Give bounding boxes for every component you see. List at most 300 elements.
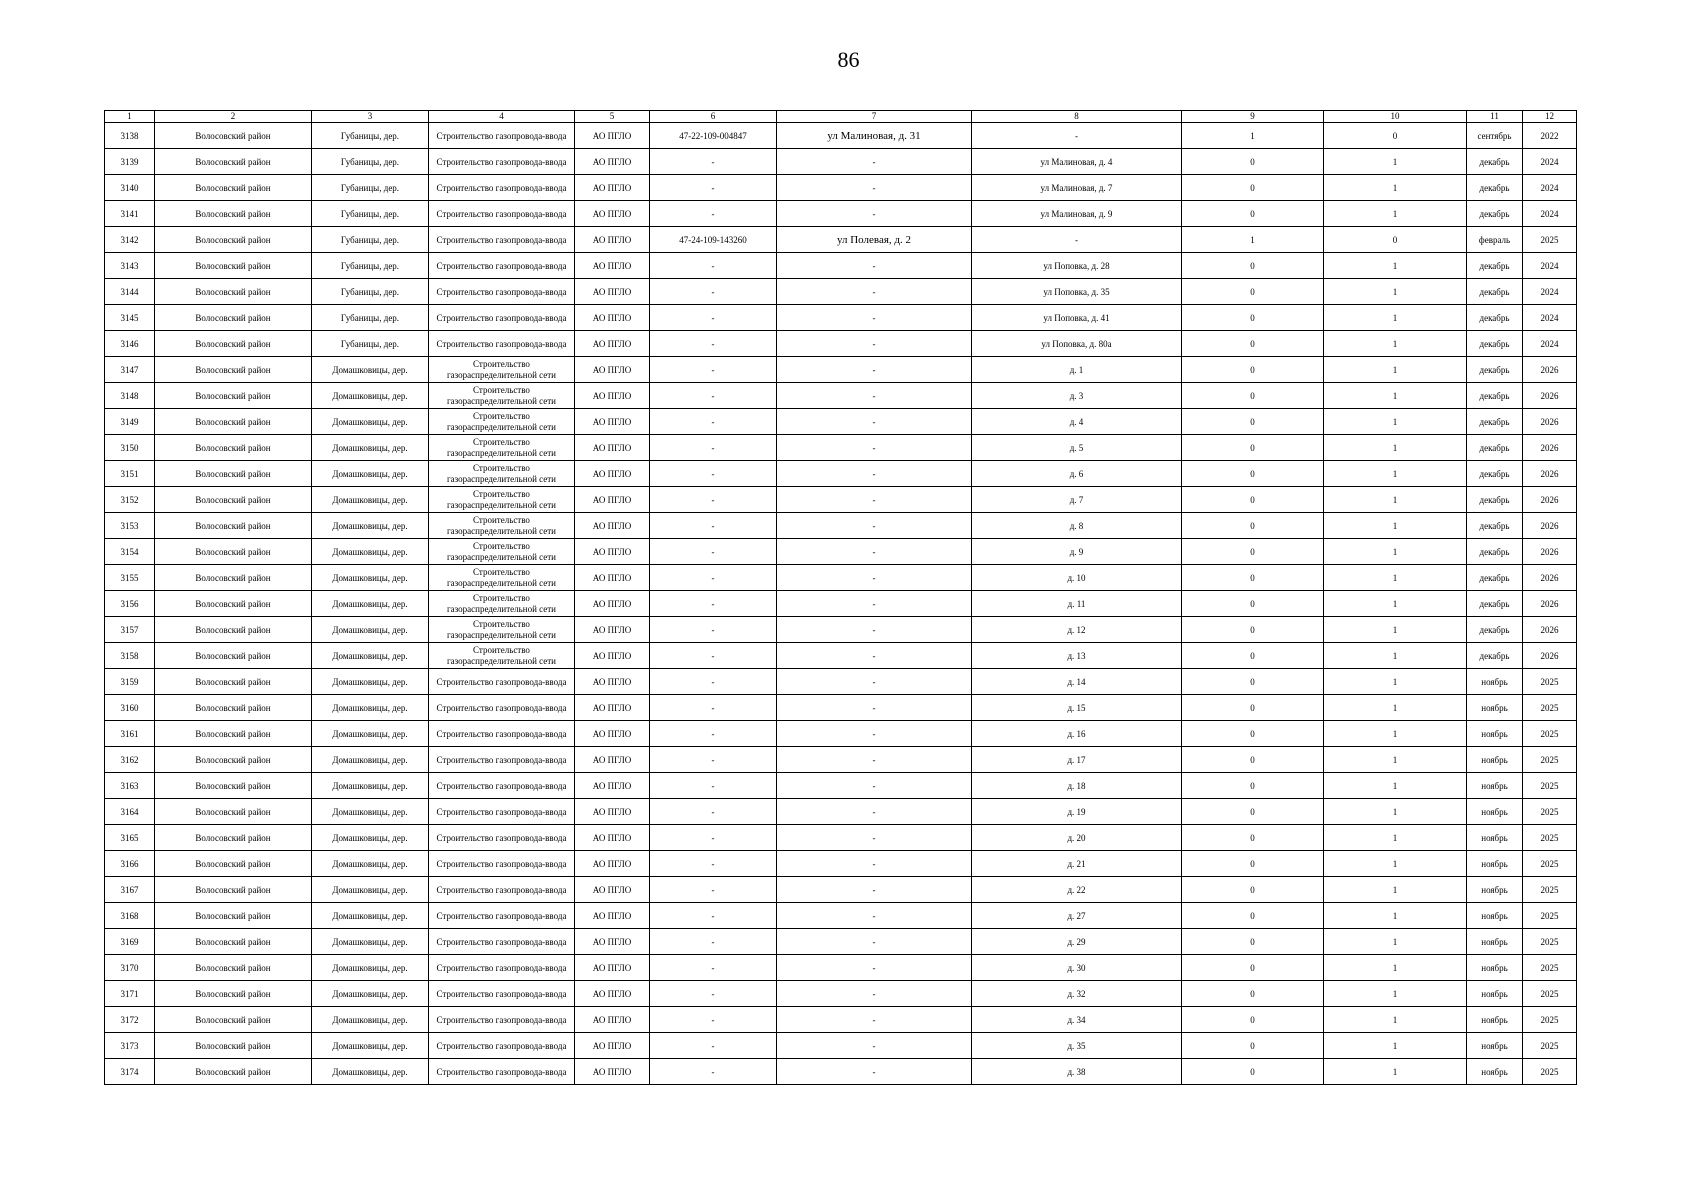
cell-count-b: 1 bbox=[1324, 513, 1467, 539]
cell-cadastral-number: - bbox=[650, 357, 777, 383]
cell-operator: АО ПГЛО bbox=[575, 513, 650, 539]
cell-work-type: Строительство газопровода-ввода bbox=[429, 799, 575, 825]
cell-year: 2026 bbox=[1523, 591, 1577, 617]
cell-work-type: Строительство газопровода-ввода bbox=[429, 825, 575, 851]
cell-object-address: - bbox=[777, 1059, 972, 1085]
cell-row-number: 3147 bbox=[105, 357, 155, 383]
cell-row-number: 3172 bbox=[105, 1007, 155, 1033]
cell-work-type: Строительство газораспределительной сети bbox=[429, 539, 575, 565]
cell-count-a: 0 bbox=[1182, 1059, 1324, 1085]
cell-work-type: Строительство газораспределительной сети bbox=[429, 383, 575, 409]
cell-year: 2025 bbox=[1523, 1033, 1577, 1059]
cell-month: ноябрь bbox=[1467, 851, 1523, 877]
cell-address: д. 27 bbox=[972, 903, 1182, 929]
cell-month: ноябрь bbox=[1467, 981, 1523, 1007]
column-number-2: 2 bbox=[155, 111, 312, 123]
cell-count-b: 1 bbox=[1324, 435, 1467, 461]
cell-month: декабрь bbox=[1467, 409, 1523, 435]
table-row bbox=[105, 669, 1577, 695]
cell-count-b: 1 bbox=[1324, 799, 1467, 825]
cell-year: 2025 bbox=[1523, 227, 1577, 253]
cell-address: д. 17 bbox=[972, 747, 1182, 773]
cell-work-type: Строительство газопровода-ввода bbox=[429, 175, 575, 201]
cell-row-number: 3153 bbox=[105, 513, 155, 539]
cell-operator: АО ПГЛО bbox=[575, 877, 650, 903]
cell-count-b: 1 bbox=[1324, 409, 1467, 435]
cell-month: декабрь bbox=[1467, 331, 1523, 357]
cell-work-type: Строительство газопровода-ввода bbox=[429, 201, 575, 227]
cell-month: ноябрь bbox=[1467, 903, 1523, 929]
cell-settlement: Домашковицы, дер. bbox=[312, 851, 429, 877]
table-row bbox=[105, 799, 1577, 825]
cell-cadastral-number: - bbox=[650, 747, 777, 773]
column-number-7: 7 bbox=[777, 111, 972, 123]
cell-count-a: 0 bbox=[1182, 565, 1324, 591]
column-number-11: 11 bbox=[1467, 111, 1523, 123]
cell-cadastral-number: - bbox=[650, 825, 777, 851]
cell-object-address: - bbox=[777, 539, 972, 565]
cell-work-type: Строительство газопровода-ввода bbox=[429, 851, 575, 877]
cell-settlement: Домашковицы, дер. bbox=[312, 981, 429, 1007]
cell-settlement: Губаницы, дер. bbox=[312, 331, 429, 357]
cell-row-number: 3163 bbox=[105, 773, 155, 799]
cell-count-a: 0 bbox=[1182, 279, 1324, 305]
table-row bbox=[105, 591, 1577, 617]
table-row bbox=[105, 929, 1577, 955]
cell-address: д. 11 bbox=[972, 591, 1182, 617]
cell-month: декабрь bbox=[1467, 539, 1523, 565]
cell-work-type: Строительство газораспределительной сети bbox=[429, 409, 575, 435]
cell-address: д. 21 bbox=[972, 851, 1182, 877]
cell-address: ул Малиновая, д. 9 bbox=[972, 201, 1182, 227]
cell-work-type: Строительство газопровода-ввода bbox=[429, 929, 575, 955]
cell-operator: АО ПГЛО bbox=[575, 331, 650, 357]
cell-district: Волосовский район bbox=[155, 227, 312, 253]
cell-cadastral-number: - bbox=[650, 721, 777, 747]
cell-count-b: 1 bbox=[1324, 357, 1467, 383]
cell-count-b: 1 bbox=[1324, 747, 1467, 773]
cell-address: д. 15 bbox=[972, 695, 1182, 721]
cell-object-address: - bbox=[777, 331, 972, 357]
cell-object-address: - bbox=[777, 825, 972, 851]
cell-count-b: 1 bbox=[1324, 877, 1467, 903]
cell-address: д. 29 bbox=[972, 929, 1182, 955]
cell-month: декабрь bbox=[1467, 565, 1523, 591]
cell-count-a: 0 bbox=[1182, 435, 1324, 461]
table-row bbox=[105, 227, 1577, 253]
cell-settlement: Домашковицы, дер. bbox=[312, 565, 429, 591]
cell-cadastral-number: - bbox=[650, 799, 777, 825]
cell-cadastral-number: - bbox=[650, 773, 777, 799]
cell-operator: АО ПГЛО bbox=[575, 461, 650, 487]
cell-year: 2025 bbox=[1523, 877, 1577, 903]
cell-work-type: Строительство газопровода-ввода bbox=[429, 227, 575, 253]
cell-count-b: 1 bbox=[1324, 1033, 1467, 1059]
cell-address: д. 10 bbox=[972, 565, 1182, 591]
cell-count-a: 0 bbox=[1182, 929, 1324, 955]
cell-month: декабрь bbox=[1467, 357, 1523, 383]
cell-month: декабрь bbox=[1467, 591, 1523, 617]
cell-work-type: Строительство газопровода-ввода bbox=[429, 149, 575, 175]
cell-object-address: - bbox=[777, 799, 972, 825]
cell-settlement: Губаницы, дер. bbox=[312, 201, 429, 227]
cell-count-a: 0 bbox=[1182, 903, 1324, 929]
cell-work-type: Строительство газопровода-ввода bbox=[429, 123, 575, 149]
cell-object-address: - bbox=[777, 773, 972, 799]
cell-settlement: Домашковицы, дер. bbox=[312, 799, 429, 825]
cell-object-address: - bbox=[777, 435, 972, 461]
cell-settlement: Домашковицы, дер. bbox=[312, 877, 429, 903]
cell-district: Волосовский район bbox=[155, 773, 312, 799]
cell-count-a: 0 bbox=[1182, 799, 1324, 825]
cell-cadastral-number: - bbox=[650, 1007, 777, 1033]
cell-row-number: 3138 bbox=[105, 123, 155, 149]
cell-year: 2026 bbox=[1523, 409, 1577, 435]
cell-address: д. 38 bbox=[972, 1059, 1182, 1085]
cell-count-a: 0 bbox=[1182, 643, 1324, 669]
cell-settlement: Домашковицы, дер. bbox=[312, 1007, 429, 1033]
cell-address: д. 5 bbox=[972, 435, 1182, 461]
cell-operator: АО ПГЛО bbox=[575, 1059, 650, 1085]
cell-work-type: Строительство газопровода-ввода bbox=[429, 773, 575, 799]
cell-cadastral-number: - bbox=[650, 981, 777, 1007]
table-row bbox=[105, 617, 1577, 643]
cell-year: 2025 bbox=[1523, 1007, 1577, 1033]
cell-count-b: 1 bbox=[1324, 955, 1467, 981]
cell-district: Волосовский район bbox=[155, 435, 312, 461]
cell-year: 2024 bbox=[1523, 331, 1577, 357]
cell-operator: АО ПГЛО bbox=[575, 487, 650, 513]
table-row bbox=[105, 1059, 1577, 1085]
column-number-12: 12 bbox=[1523, 111, 1577, 123]
column-number-9: 9 bbox=[1182, 111, 1324, 123]
cell-settlement: Губаницы, дер. bbox=[312, 253, 429, 279]
cell-count-a: 1 bbox=[1182, 227, 1324, 253]
cell-district: Волосовский район bbox=[155, 1007, 312, 1033]
table-row bbox=[105, 123, 1577, 149]
cell-cadastral-number: - bbox=[650, 513, 777, 539]
cell-operator: АО ПГЛО bbox=[575, 747, 650, 773]
table-row bbox=[105, 773, 1577, 799]
cell-month: ноябрь bbox=[1467, 1007, 1523, 1033]
cell-year: 2024 bbox=[1523, 279, 1577, 305]
cell-settlement: Домашковицы, дер. bbox=[312, 487, 429, 513]
cell-settlement: Губаницы, дер. bbox=[312, 279, 429, 305]
cell-work-type: Строительство газопровода-ввода bbox=[429, 279, 575, 305]
cell-cadastral-number: - bbox=[650, 1033, 777, 1059]
cell-year: 2025 bbox=[1523, 981, 1577, 1007]
cell-settlement: Домашковицы, дер. bbox=[312, 357, 429, 383]
table-row bbox=[105, 903, 1577, 929]
cell-district: Волосовский район bbox=[155, 539, 312, 565]
cell-object-address: - bbox=[777, 253, 972, 279]
cell-count-b: 1 bbox=[1324, 175, 1467, 201]
table-row bbox=[105, 149, 1577, 175]
table-row bbox=[105, 331, 1577, 357]
cell-settlement: Губаницы, дер. bbox=[312, 149, 429, 175]
cell-settlement: Губаницы, дер. bbox=[312, 123, 429, 149]
cell-cadastral-number: - bbox=[650, 955, 777, 981]
cell-cadastral-number: - bbox=[650, 409, 777, 435]
cell-object-address: - bbox=[777, 383, 972, 409]
cell-year: 2025 bbox=[1523, 929, 1577, 955]
cell-cadastral-number: - bbox=[650, 565, 777, 591]
cell-year: 2022 bbox=[1523, 123, 1577, 149]
cell-district: Волосовский район bbox=[155, 643, 312, 669]
cell-month: ноябрь bbox=[1467, 877, 1523, 903]
cell-district: Волосовский район bbox=[155, 279, 312, 305]
cell-count-a: 0 bbox=[1182, 851, 1324, 877]
cell-district: Волосовский район bbox=[155, 123, 312, 149]
cell-row-number: 3151 bbox=[105, 461, 155, 487]
cell-month: ноябрь bbox=[1467, 1059, 1523, 1085]
cell-year: 2025 bbox=[1523, 1059, 1577, 1085]
cell-row-number: 3140 bbox=[105, 175, 155, 201]
cell-row-number: 3160 bbox=[105, 695, 155, 721]
table-row bbox=[105, 981, 1577, 1007]
cell-count-a: 0 bbox=[1182, 955, 1324, 981]
cell-operator: АО ПГЛО bbox=[575, 669, 650, 695]
cell-work-type: Строительство газопровода-ввода bbox=[429, 981, 575, 1007]
cell-month: ноябрь bbox=[1467, 669, 1523, 695]
cell-district: Волосовский район bbox=[155, 487, 312, 513]
cell-year: 2026 bbox=[1523, 643, 1577, 669]
cell-cadastral-number: - bbox=[650, 695, 777, 721]
cell-district: Волосовский район bbox=[155, 1059, 312, 1085]
table-row bbox=[105, 565, 1577, 591]
cell-year: 2024 bbox=[1523, 253, 1577, 279]
cell-count-b: 1 bbox=[1324, 279, 1467, 305]
cell-cadastral-number: - bbox=[650, 669, 777, 695]
cell-year: 2024 bbox=[1523, 175, 1577, 201]
cell-work-type: Строительство газопровода-ввода bbox=[429, 305, 575, 331]
cell-settlement: Домашковицы, дер. bbox=[312, 591, 429, 617]
cell-operator: АО ПГЛО bbox=[575, 227, 650, 253]
cell-year: 2025 bbox=[1523, 773, 1577, 799]
cell-work-type: Строительство газопровода-ввода bbox=[429, 1033, 575, 1059]
table-row bbox=[105, 409, 1577, 435]
cell-row-number: 3159 bbox=[105, 669, 155, 695]
cell-object-address: - bbox=[777, 461, 972, 487]
table-row bbox=[105, 877, 1577, 903]
cell-address: д. 8 bbox=[972, 513, 1182, 539]
cell-district: Волосовский район bbox=[155, 851, 312, 877]
cell-month: декабрь bbox=[1467, 201, 1523, 227]
cell-count-a: 0 bbox=[1182, 149, 1324, 175]
cell-operator: АО ПГЛО bbox=[575, 357, 650, 383]
cell-address: д. 4 bbox=[972, 409, 1182, 435]
cell-row-number: 3174 bbox=[105, 1059, 155, 1085]
cell-settlement: Домашковицы, дер. bbox=[312, 383, 429, 409]
cell-cadastral-number: - bbox=[650, 201, 777, 227]
cell-month: декабрь bbox=[1467, 513, 1523, 539]
cell-year: 2026 bbox=[1523, 617, 1577, 643]
table-row bbox=[105, 435, 1577, 461]
cell-month: ноябрь bbox=[1467, 747, 1523, 773]
cell-cadastral-number: - bbox=[650, 591, 777, 617]
column-number-4: 4 bbox=[429, 111, 575, 123]
cell-row-number: 3162 bbox=[105, 747, 155, 773]
cell-count-a: 0 bbox=[1182, 695, 1324, 721]
cell-year: 2024 bbox=[1523, 305, 1577, 331]
cell-year: 2026 bbox=[1523, 487, 1577, 513]
cell-month: ноябрь bbox=[1467, 825, 1523, 851]
cell-row-number: 3169 bbox=[105, 929, 155, 955]
cell-count-a: 0 bbox=[1182, 409, 1324, 435]
cell-object-address: - bbox=[777, 669, 972, 695]
column-number-10: 10 bbox=[1324, 111, 1467, 123]
cell-cadastral-number: - bbox=[650, 149, 777, 175]
cell-work-type: Строительство газораспределительной сети bbox=[429, 643, 575, 669]
cell-row-number: 3161 bbox=[105, 721, 155, 747]
cell-row-number: 3166 bbox=[105, 851, 155, 877]
cell-row-number: 3149 bbox=[105, 409, 155, 435]
cell-settlement: Домашковицы, дер. bbox=[312, 617, 429, 643]
cell-object-address: - bbox=[777, 487, 972, 513]
cell-operator: АО ПГЛО bbox=[575, 409, 650, 435]
cell-operator: АО ПГЛО bbox=[575, 175, 650, 201]
cell-year: 2026 bbox=[1523, 461, 1577, 487]
cell-year: 2024 bbox=[1523, 149, 1577, 175]
cell-operator: АО ПГЛО bbox=[575, 591, 650, 617]
cell-row-number: 3156 bbox=[105, 591, 155, 617]
cell-month: ноябрь bbox=[1467, 799, 1523, 825]
page-number: 86 bbox=[837, 47, 860, 72]
cell-object-address: - bbox=[777, 175, 972, 201]
cell-cadastral-number: - bbox=[650, 903, 777, 929]
cell-district: Волосовский район bbox=[155, 747, 312, 773]
table-row bbox=[105, 487, 1577, 513]
cell-address: д. 19 bbox=[972, 799, 1182, 825]
cell-object-address: - bbox=[777, 695, 972, 721]
table-row bbox=[105, 539, 1577, 565]
cell-work-type: Строительство газопровода-ввода bbox=[429, 955, 575, 981]
cell-year: 2026 bbox=[1523, 513, 1577, 539]
cell-district: Волосовский район bbox=[155, 513, 312, 539]
cell-address: д. 7 bbox=[972, 487, 1182, 513]
cell-month: ноябрь bbox=[1467, 721, 1523, 747]
cell-object-address: - bbox=[777, 513, 972, 539]
cell-district: Волосовский район bbox=[155, 409, 312, 435]
cell-count-b: 1 bbox=[1324, 253, 1467, 279]
cell-cadastral-number: 47-24-109-143260 bbox=[650, 227, 777, 253]
cell-count-a: 0 bbox=[1182, 513, 1324, 539]
cell-count-b: 1 bbox=[1324, 825, 1467, 851]
cell-address: д. 32 bbox=[972, 981, 1182, 1007]
table-row bbox=[105, 513, 1577, 539]
cell-year: 2026 bbox=[1523, 357, 1577, 383]
cell-district: Волосовский район bbox=[155, 721, 312, 747]
cell-year: 2025 bbox=[1523, 825, 1577, 851]
cell-cadastral-number: - bbox=[650, 851, 777, 877]
cell-settlement: Домашковицы, дер. bbox=[312, 1059, 429, 1085]
table-row bbox=[105, 747, 1577, 773]
cell-settlement: Домашковицы, дер. bbox=[312, 539, 429, 565]
cell-operator: АО ПГЛО bbox=[575, 539, 650, 565]
table-row bbox=[105, 825, 1577, 851]
cell-district: Волосовский район bbox=[155, 1033, 312, 1059]
cell-count-a: 0 bbox=[1182, 253, 1324, 279]
table-row bbox=[105, 357, 1577, 383]
cell-work-type: Строительство газопровода-ввода bbox=[429, 903, 575, 929]
cell-month: декабрь bbox=[1467, 643, 1523, 669]
cell-cadastral-number: - bbox=[650, 1059, 777, 1085]
cell-count-b: 1 bbox=[1324, 539, 1467, 565]
cell-count-a: 0 bbox=[1182, 539, 1324, 565]
cell-object-address: - bbox=[777, 981, 972, 1007]
cell-work-type: Строительство газопровода-ввода bbox=[429, 1059, 575, 1085]
cell-work-type: Строительство газопровода-ввода bbox=[429, 331, 575, 357]
cell-district: Волосовский район bbox=[155, 331, 312, 357]
table-row bbox=[105, 279, 1577, 305]
cell-year: 2025 bbox=[1523, 851, 1577, 877]
cell-year: 2025 bbox=[1523, 695, 1577, 721]
cell-month: ноябрь bbox=[1467, 1033, 1523, 1059]
cell-year: 2026 bbox=[1523, 565, 1577, 591]
cell-count-b: 1 bbox=[1324, 149, 1467, 175]
cell-operator: АО ПГЛО bbox=[575, 799, 650, 825]
cell-month: декабрь bbox=[1467, 253, 1523, 279]
cell-count-b: 1 bbox=[1324, 487, 1467, 513]
cell-work-type: Строительство газопровода-ввода bbox=[429, 1007, 575, 1033]
cell-work-type: Строительство газопровода-ввода bbox=[429, 253, 575, 279]
cell-row-number: 3155 bbox=[105, 565, 155, 591]
cell-month: сентябрь bbox=[1467, 123, 1523, 149]
cell-count-b: 1 bbox=[1324, 331, 1467, 357]
cell-count-a: 0 bbox=[1182, 721, 1324, 747]
cell-district: Волосовский район bbox=[155, 461, 312, 487]
cell-year: 2025 bbox=[1523, 747, 1577, 773]
cell-work-type: Строительство газораспределительной сети bbox=[429, 591, 575, 617]
cell-cadastral-number: - bbox=[650, 435, 777, 461]
cell-count-a: 0 bbox=[1182, 825, 1324, 851]
cell-district: Волосовский район bbox=[155, 591, 312, 617]
cell-operator: АО ПГЛО bbox=[575, 279, 650, 305]
cell-month: декабрь bbox=[1467, 175, 1523, 201]
cell-count-a: 0 bbox=[1182, 201, 1324, 227]
cell-object-address: - bbox=[777, 591, 972, 617]
cell-address: д. 18 bbox=[972, 773, 1182, 799]
cell-settlement: Губаницы, дер. bbox=[312, 305, 429, 331]
cell-count-a: 0 bbox=[1182, 357, 1324, 383]
cell-object-address: - bbox=[777, 149, 972, 175]
cell-district: Волосовский район bbox=[155, 383, 312, 409]
cell-address: д. 20 bbox=[972, 825, 1182, 851]
cell-count-a: 0 bbox=[1182, 877, 1324, 903]
cell-address: д. 35 bbox=[972, 1033, 1182, 1059]
cell-count-a: 0 bbox=[1182, 305, 1324, 331]
cell-count-b: 0 bbox=[1324, 227, 1467, 253]
cell-address: д. 9 bbox=[972, 539, 1182, 565]
cell-object-address: - bbox=[777, 1033, 972, 1059]
cell-count-b: 1 bbox=[1324, 591, 1467, 617]
cell-month: ноябрь bbox=[1467, 955, 1523, 981]
cell-row-number: 3139 bbox=[105, 149, 155, 175]
cell-object-address: - bbox=[777, 357, 972, 383]
cell-district: Волосовский район bbox=[155, 149, 312, 175]
cell-settlement: Домашковицы, дер. bbox=[312, 435, 429, 461]
cell-object-address: - bbox=[777, 1007, 972, 1033]
table-row bbox=[105, 253, 1577, 279]
cell-row-number: 3157 bbox=[105, 617, 155, 643]
cell-count-a: 1 bbox=[1182, 123, 1324, 149]
column-number-5: 5 bbox=[575, 111, 650, 123]
cell-year: 2025 bbox=[1523, 721, 1577, 747]
cell-row-number: 3167 bbox=[105, 877, 155, 903]
cell-cadastral-number: - bbox=[650, 877, 777, 903]
cell-count-b: 1 bbox=[1324, 721, 1467, 747]
cell-count-b: 1 bbox=[1324, 461, 1467, 487]
